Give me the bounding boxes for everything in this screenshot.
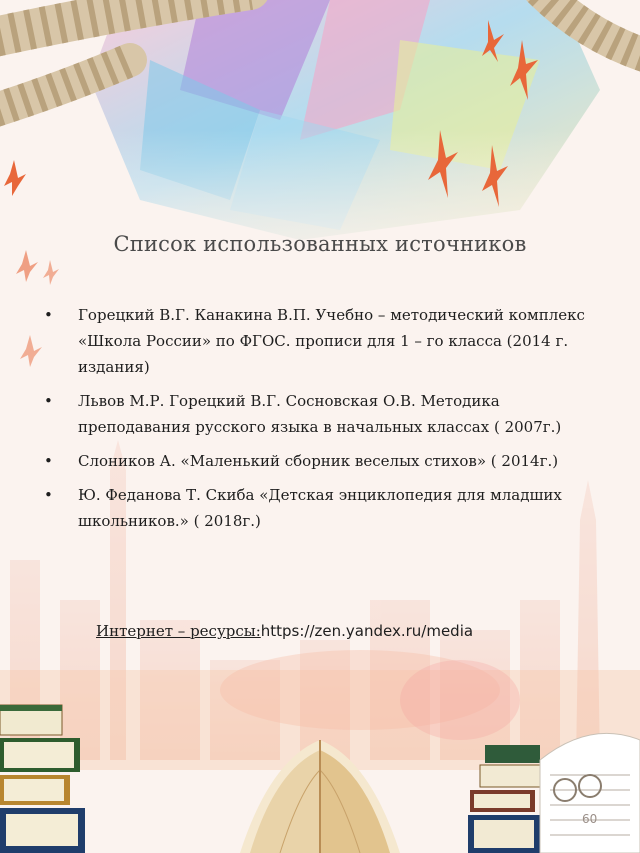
source-text: Ю. Феданова Т. Скиба «Детская энциклопедия для младших школьников.» ( 2018г.)	[78, 486, 562, 530]
internet-resources-label: Интернет – ресурсы:	[96, 622, 261, 640]
source-text: Львов М.Р. Горецкий В.Г. Сосновская О.В. Методика преподавания русского языка в начальных классах ( 2007г.)	[78, 392, 562, 436]
source-text: Горецкий В.Г. Канакина В.П. Учебно – методический комплекс «Школа России» по ФГОС. прописи для 1 – го класса (2014 г. издания)	[78, 306, 585, 376]
sources-list	[40, 302, 590, 542]
source-item	[40, 448, 590, 474]
internet-resources	[96, 622, 473, 640]
bullet-icon: •	[44, 306, 53, 324]
books-right	[468, 733, 640, 853]
bullet-icon: •	[44, 486, 53, 504]
bullet-icon: •	[44, 452, 53, 470]
bullet-icon: •	[44, 392, 53, 410]
slide-title: Список использованных источников	[113, 232, 527, 256]
internet-resources-link[interactable]: https://zen.yandex.ru/media	[260, 622, 474, 640]
source-text: Слоников А. «Маленький сборник веселых стихов» ( 2014г.)	[78, 452, 559, 470]
page-number: 60	[582, 812, 598, 826]
source-item	[40, 388, 590, 440]
source-item	[40, 482, 590, 534]
source-item	[40, 302, 590, 380]
